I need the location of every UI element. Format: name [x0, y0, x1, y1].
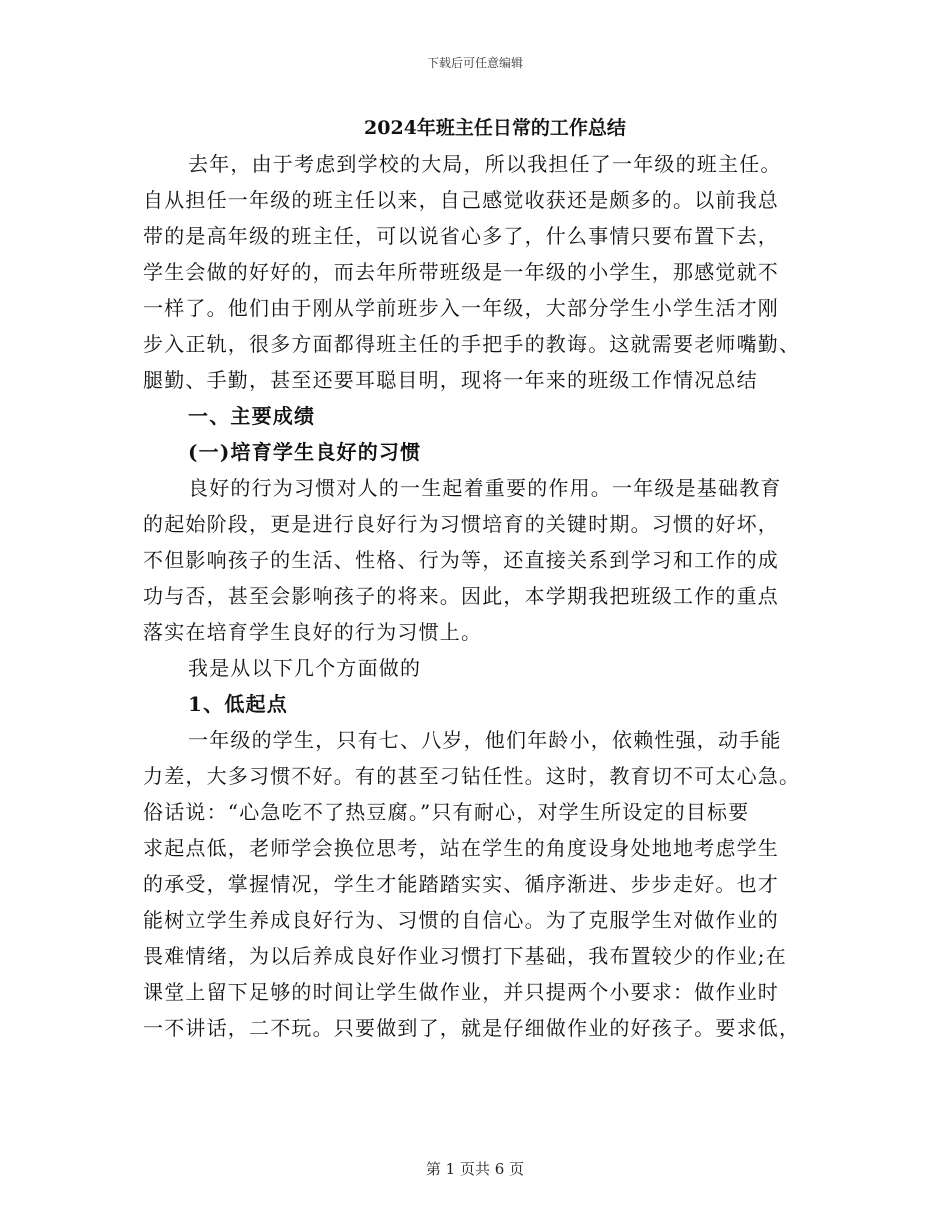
page-footer: 第 1 页共 6 页	[425, 1160, 525, 1178]
text-line: 步入正轨，很多方面都得班主任的手把手的教诲。这就需要老师嘴勤、	[143, 332, 801, 356]
text-line: 腿勤、手勤，甚至还要耳聪目明，现将一年来的班级工作情况总结	[143, 368, 758, 392]
document-title: 2024年班主任日常的工作总结	[364, 117, 626, 139]
text-line: 自从担任一年级的班主任以来，自己感觉收获还是颇多的。以前我总	[143, 188, 779, 212]
paragraph-lines	[143, 146, 807, 1046]
text-line: 学生会做的好好的，而去年所带班级是一年级的小学生，那感觉就不	[143, 260, 779, 284]
text-line: 能树立学生养成良好行为、习惯的自信心。为了克服学生对做作业的	[143, 908, 779, 932]
text-line: 力差，大多习惯不好。有的甚至刁钻任性。这时，教育切不可太心急。	[143, 764, 801, 788]
text-line: 一不讲话，二不玩。只要做到了，就是仔细做作业的好孩子。要求低，	[143, 1016, 801, 1040]
section-heading: 1、低起点	[188, 692, 288, 716]
text-line: 的起始阶段，更是进行良好行为习惯培育的关键时期。习惯的好坏，	[143, 512, 779, 536]
text-line: 带的是高年级的班主任，可以说省心多了，什么事情只要布置下去，	[143, 224, 779, 248]
section-heading: 一、主要成绩	[188, 404, 316, 428]
text-line: 去年，由于考虑到学校的大局，所以我担任了一年级的班主任。	[188, 152, 782, 176]
document-body	[143, 110, 807, 1046]
text-line: 课堂上留下足够的时间让学生做作业，并只提两个小要求：做作业时	[143, 980, 779, 1004]
section-heading: (一)培育学生良好的习惯	[188, 440, 422, 464]
text-line: 不但影响孩子的生活、性格、行为等，还直接关系到学习和工作的成	[143, 548, 779, 572]
text-line: 俗话说：“心急吃不了热豆腐。”只有耐心，对学生所设定的目标要	[143, 800, 750, 824]
text-line: 求起点低，老师学会换位思考，站在学生的角度设身处地地考虑学生	[143, 836, 779, 860]
text-line: 功与否，甚至会影响孩子的将来。因此，本学期我把班级工作的重点	[143, 584, 779, 608]
text-line: 良好的行为习惯对人的一生起着重要的作用。一年级是基础教育	[188, 476, 782, 500]
text-line: 一样了。他们由于刚从学前班步入一年级，大部分学生小学生活才刚	[143, 296, 779, 320]
page-header: 下载后可任意编辑	[426, 56, 523, 70]
text-line: 落实在培育学生良好的行为习惯上。	[143, 620, 483, 644]
text-line: 我是从以下几个方面做的	[188, 656, 422, 680]
text-line: 畏难情绪，为以后养成良好作业习惯打下基础，我布置较少的作业;在	[143, 944, 787, 968]
text-line: 一年级的学生，只有七、八岁，他们年龄小，依赖性强，动手能	[188, 728, 782, 752]
text-line: 的承受，掌握情况，学生才能踏踏实实、循序渐进、步步走好。也才	[143, 872, 779, 896]
